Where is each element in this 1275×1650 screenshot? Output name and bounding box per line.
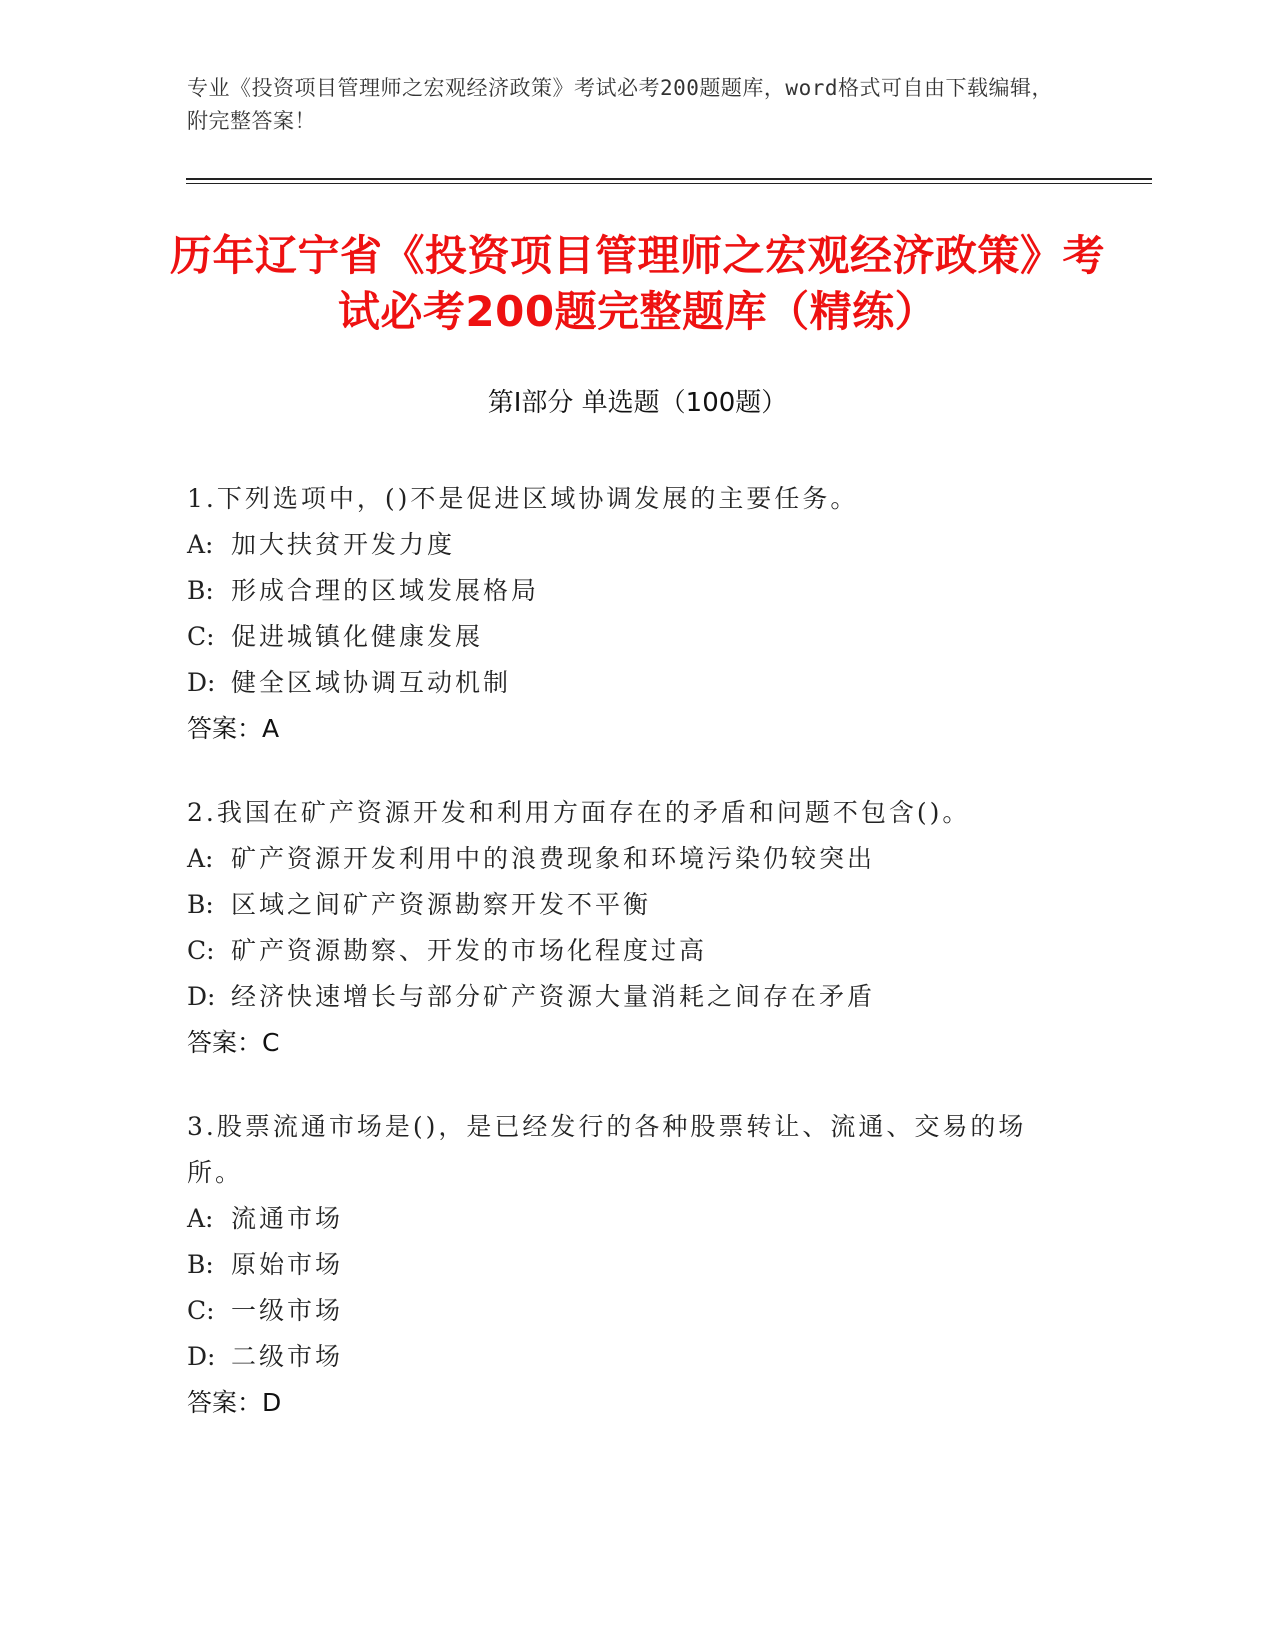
question-stem: 3.股票流通市场是()，是已经发行的各种股票转让、流通、交易的场所。 <box>187 1112 1027 1187</box>
header-divider-thick <box>186 178 1152 180</box>
question-item <box>187 476 1067 752</box>
option-a <box>187 1196 1067 1242</box>
section-title: 第I部分 单选题（100题） <box>487 388 788 418</box>
option-a <box>187 836 1067 882</box>
option-d <box>187 660 1067 706</box>
option-letter: C: <box>187 936 215 965</box>
option-text: 健全区域协调互动机制 <box>231 668 512 697</box>
option-letter: A: <box>187 1204 214 1233</box>
option-letter: B: <box>187 890 214 919</box>
option-letter: C: <box>187 622 215 651</box>
option-b <box>187 882 1067 928</box>
answer-line: 答案：C <box>187 1028 280 1057</box>
question-item <box>187 790 1067 1066</box>
option-letter: C: <box>187 1296 215 1325</box>
option-d <box>187 974 1067 1020</box>
question-stem: 2.我国在矿产资源开发和利用方面存在的矛盾和问题不包含()。 <box>187 798 971 827</box>
option-letter: A: <box>187 844 214 873</box>
question-item <box>187 1104 1067 1426</box>
option-text: 一级市场 <box>231 1296 344 1325</box>
answer-line: 答案：A <box>187 714 280 743</box>
question-list <box>187 476 1067 1464</box>
option-text: 流通市场 <box>231 1204 344 1233</box>
option-letter: D: <box>187 982 216 1011</box>
option-text: 区域之间矿产资源勘察开发不平衡 <box>231 890 652 919</box>
header-divider-thin <box>186 183 1152 184</box>
option-a <box>187 522 1067 568</box>
option-c <box>187 614 1067 660</box>
option-b <box>187 1242 1067 1288</box>
option-letter: B: <box>187 576 214 605</box>
option-text: 矿产资源开发利用中的浪费现象和环境污染仍较突出 <box>231 844 876 873</box>
option-d <box>187 1334 1067 1380</box>
option-text: 经济快速增长与部分矿产资源大量消耗之间存在矛盾 <box>231 982 876 1011</box>
option-text: 形成合理的区域发展格局 <box>231 576 540 605</box>
answer-line: 答案：D <box>187 1388 282 1417</box>
option-c <box>187 928 1067 974</box>
option-letter: D: <box>187 1342 216 1371</box>
option-text: 加大扶贫开发力度 <box>231 530 456 559</box>
question-stem: 1.下列选项中，()不是促进区域协调发展的主要任务。 <box>187 484 859 513</box>
option-letter: D: <box>187 668 216 697</box>
document-title: 历年辽宁省《投资项目管理师之宏观经济政策》考试必考200题完整题库（精练） <box>169 231 1105 336</box>
option-letter: B: <box>187 1250 214 1279</box>
option-text: 矿产资源勘察、开发的市场化程度过高 <box>231 936 708 965</box>
option-text: 二级市场 <box>231 1342 344 1371</box>
option-c <box>187 1288 1067 1334</box>
option-letter: A: <box>187 530 214 559</box>
header-note: 专业《投资项目管理师之宏观经济政策》考试必考200题题库，word格式可自由下载编辑，附完整答案！ <box>187 76 1053 133</box>
option-text: 原始市场 <box>231 1250 344 1279</box>
option-b <box>187 568 1067 614</box>
option-text: 促进城镇化健康发展 <box>231 622 484 651</box>
